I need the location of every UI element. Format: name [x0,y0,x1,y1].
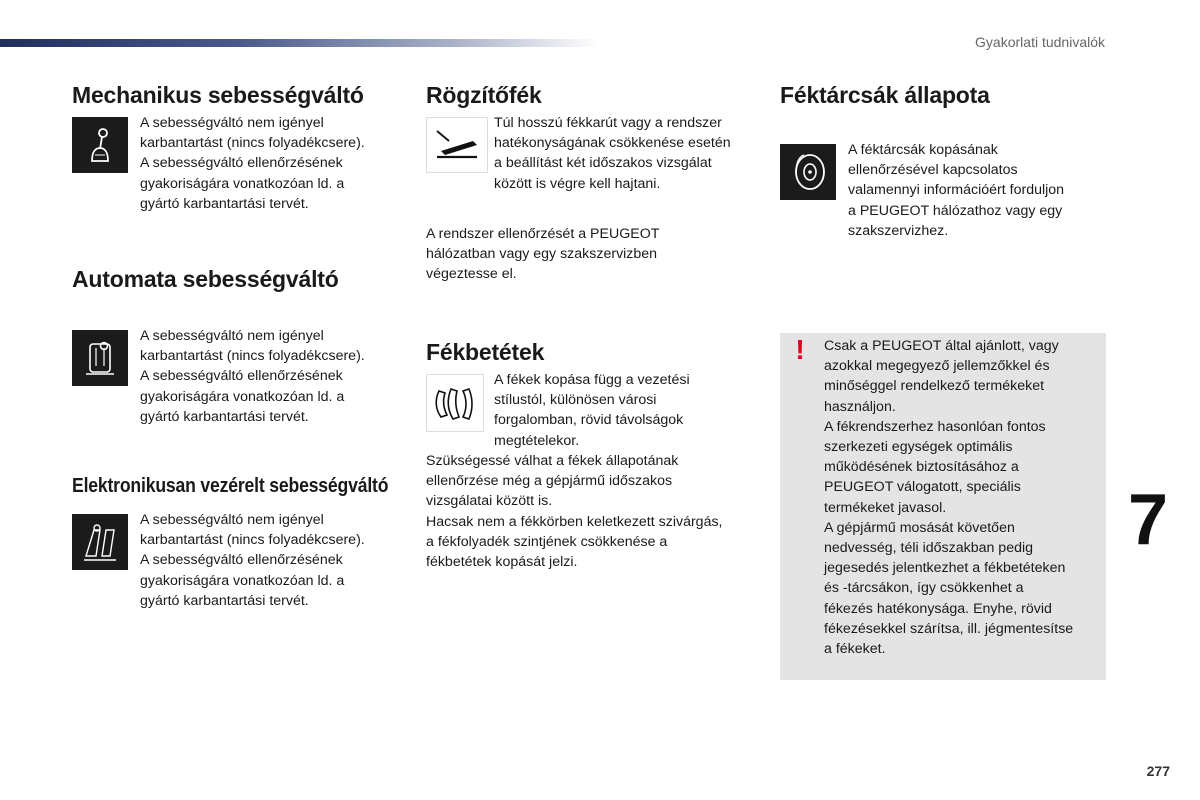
text-line: szakszervizhez. [848,222,949,239]
brake-discs-text [848,140,1064,241]
text-line: a PEUGEOT hálózathoz vagy egy [848,202,1063,219]
parking-brake-text [494,113,731,194]
text-line: Túl hosszú fékkarút vagy a rendszer [494,115,722,131]
text-line: gyakoriságára vonatkozóan ld. a [140,572,345,589]
text-line: ellenőrzésével kapcsolatos [848,162,1018,179]
text-line: forgalomban, rövid távolságok [494,412,684,429]
text-line: használjon. [824,398,896,415]
text-line: A fékek kopása függ a vezetési [494,372,690,388]
section-title-brake-discs: Féktárcsák állapota [780,82,990,108]
text-line: gyártó karbantartási tervét. [140,592,309,609]
header-gradient-bar [0,39,600,47]
text-line: vizsgálatai között is. [426,493,553,510]
section-title-automatic-gearbox: Automata sebességváltó [72,266,339,292]
warning-exclamation-icon: ! [795,334,805,365]
text-line: működésének biztosításához a [824,459,1019,476]
text-line: a fékeket. [824,641,886,658]
text-line: fékezésekkel szárítsa, ill. jégmentesítse [824,620,1074,637]
section-title-manual-gearbox: Mechanikus sebességváltó [72,82,364,108]
text-line: karbantartást (nincs folyadékcsere). [140,532,365,549]
text-line: Csak a PEUGEOT által ajánlott, vagy [824,338,1059,354]
text-line: A féktárcsák kopásának [848,142,998,158]
automatic-gearbox-icon [72,330,128,386]
parking-brake-icon [426,117,488,173]
text-line: A sebességváltó ellenőrzésének [140,155,343,172]
text-line: a beállítást két időszakos vizsgálat [494,155,712,172]
text-line: azokkal megegyező jellemzőkkel és [824,358,1050,375]
brake-pads-more-text [426,451,723,572]
text-line: A sebességváltó ellenőrzésének [140,552,343,569]
brake-disc-icon [780,144,836,200]
text-line: fékezés hatékonysága. Enyhe, rövid [824,600,1052,617]
text-line: A sebességváltó ellenőrzésének [140,368,343,385]
text-line: karbantartást (nincs folyadékcsere). [140,348,365,365]
text-line: megtételekor. [494,432,580,449]
text-line: gyártó karbantartási tervét. [140,195,309,212]
text-line: A sebességváltó nem igényel [140,328,324,344]
automatic-gearbox-text [140,326,365,427]
text-line: ellenőrzése még a gépjármű időszakos [426,473,673,490]
text-line: nedvesség, téli időszakban pedig [824,540,1034,557]
page-number: 277 [1146,763,1170,779]
text-line: termékeket javasol. [824,499,947,516]
gear-lever-icon [72,117,128,173]
section-title-electronic-gearbox: Elektronikusan vezérelt sebességváltó [72,475,389,497]
text-line: A gépjármű mosását követően [824,519,1015,536]
text-line: valamennyi információért forduljon [848,182,1065,199]
electronic-gearbox-icon [72,514,128,570]
text-line: A sebességváltó nem igényel [140,115,324,131]
text-line: gyártó karbantartási tervét. [140,408,309,425]
text-line: hálózatban vagy egy szakszervizben [426,246,658,263]
text-line: szerkezeti egységek optimális [824,439,1013,456]
text-line: a fékfolyadék szintjének csökkenése a [426,533,668,550]
section-title-parking-brake: Rögzítőfék [426,82,542,108]
chapter-title: Gyakorlati tudnivalók [975,34,1105,50]
text-line: A rendszer ellenőrzését a PEUGEOT [426,226,660,242]
text-line: Szükségessé válhat a fékek állapotának [426,453,679,469]
brake-pads-icon [426,374,484,432]
text-line: gyakoriságára vonatkozóan ld. a [140,388,345,405]
text-line: A fékrendszerhez hasonlóan fontos [824,418,1046,435]
parking-brake-note [426,224,659,285]
text-line: PEUGEOT válogatott, speciális [824,479,1021,496]
text-line: jegesedés jelentkezhet a fékbetéteken [824,560,1066,577]
text-line: minőséggel rendelkező termékeket [824,378,1045,395]
text-line: között is végre kell hajtani. [494,175,661,192]
text-line: gyakoriságára vonatkozóan ld. a [140,175,345,192]
text-line: végeztesse el. [426,266,517,283]
text-line: és -tárcsákon, így csökkenhet a [824,580,1024,597]
text-line: karbantartást (nincs folyadékcsere). [140,135,365,152]
manual-gearbox-text [140,113,365,214]
brake-pads-text [494,370,690,451]
text-line: Hacsak nem a fékkörben keletkezett szivárgás, [426,513,723,530]
text-line: hatékonyságának csökkenése esetén [494,135,731,152]
warning-text [824,336,1104,659]
chapter-number: 7 [1128,480,1169,560]
text-line: fékbetétek kopását jelzi. [426,554,578,571]
text-line: stílustól, különösen városi [494,392,657,409]
section-title-brake-pads: Fékbetétek [426,339,545,365]
electronic-gearbox-text [140,510,365,611]
text-line: A sebességváltó nem igényel [140,512,324,528]
